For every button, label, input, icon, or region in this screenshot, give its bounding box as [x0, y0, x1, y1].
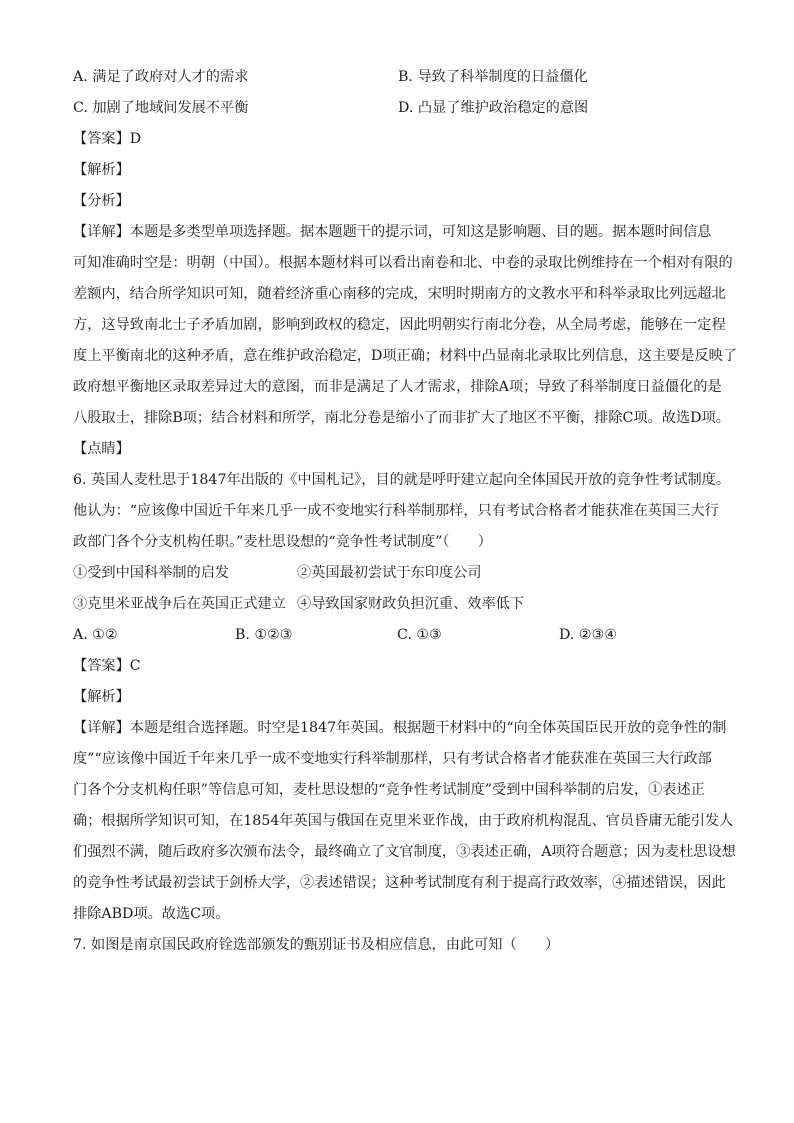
q6-detail-line: 确；根据所学知识可知，在1854年英国与俄国在克里米亚作战，由于政府机构混乱、官员昏庸无能引发人 [73, 813, 734, 829]
q6-answer-label: 【答案】 [73, 658, 130, 674]
q6-options-row [73, 620, 733, 651]
q6-detail-line: 度”“应该像中国近千年来几乎一成不变地实行科举制那样，只有考试合格者才能获准在英国三大行政部 [73, 751, 712, 767]
q6-stem-line: 政部门各个分支机构任职。”麦杜思设想的“竞争性考试制度”（ ） [73, 534, 492, 550]
q5-detail-line: 差额内，结合所学知识可知，随着经济重心南移的完成，宋明时期南方的文教水平和科举录取比列远超北 [73, 286, 726, 302]
q5-detail-line: 政府想平衡地区录取差异过大的意图，而非是满足了人才需求，排除A项；导致了科举制度日益僵化的是 [73, 379, 722, 395]
q5-analysis-label: 【解析】 [73, 162, 130, 178]
q5-detail-line: 方，这导致南北士子矛盾加剧，影响到政权的稳定，因此明朝实行南北分卷，从全局考虑，能够在一定程 [73, 317, 726, 333]
q5-fenxi-label: 【分析】 [73, 193, 130, 209]
q6-statement-2: ②英国最初尝试于东印度公司 [297, 565, 482, 581]
q6-stem-line: 他认为：“应该像中国近千年来几乎一成不变地实行科举制那样，只有考试合格者才能获准在英国三大行 [73, 503, 719, 519]
q5-option-a: A. 满足了政府对人才的需求 [73, 69, 249, 85]
q6-detail-line: 排除ABD项。故选C项。 [73, 906, 230, 922]
q6-statement-4: ④导致国家财政负担沉重、效率低下 [297, 596, 525, 612]
q6-statement-1: ①受到中国科举制的启发 [73, 565, 230, 581]
q5-options-row-1 [73, 62, 733, 93]
q5-option-b: B. 导致了科举制度的日益僵化 [398, 69, 588, 85]
q5-detail-line: 可知准确时空是：明朝（中国）。根据本题材料可以看出南卷和北、中卷的录取比例维持在一个相对有限的 [73, 255, 733, 271]
q6-answer [73, 651, 733, 682]
q5-answer [73, 124, 733, 155]
q6-option-a: A. ①② [73, 627, 118, 643]
q5-detail-line: 【详解】本题是多类型单项选择题。据本题题干的提示词，可知这是影响题、目的题。据本题时间信息 [73, 224, 712, 240]
q6-answer-value: C [129, 658, 141, 674]
q6-statements-row-1 [73, 558, 733, 589]
q6-statement-3: ③克里米亚战争后在英国正式建立 [73, 596, 286, 612]
q6-analysis-label: 【解析】 [73, 689, 130, 705]
document-page [73, 62, 738, 961]
q5-answer-value: D [129, 131, 142, 147]
q6-stem-line: 6. 英国人麦杜思于1847年出版的《中国札记》，目的就是呼吁建立起向全体国民开放的竞争性考试制度。 [73, 472, 731, 488]
q5-detail-line: 度上平衡南北的这种矛盾，意在维护政治稳定，D项正确；材料中凸显南北录取比列信息，这主要是反映了 [73, 348, 738, 364]
q5-option-d: D. 凸显了维护政治稳定的意图 [398, 100, 589, 116]
q5-answer-label: 【答案】 [73, 131, 130, 147]
q5-dianjing-label: 【点睛】 [73, 441, 130, 457]
q6-detail-line: 【详解】本题是组合选择题。时空是1847年英国。根据题干材料中的“向全体英国臣民开放的竞争性的制 [73, 720, 727, 736]
q7-stem: 7. 如图是南京国民政府铨选部颁发的甄别证书及相应信息，由此可知（ ） [73, 937, 560, 953]
q6-detail-line: 的竞争性考试最初尝试于剑桥大学，②表述错误；这种考试制度有利于提高行政效率，④描述错误，因此 [73, 875, 726, 891]
q6-option-b: B. ①②③ [235, 627, 293, 643]
q6-detail-line: 们强烈不满，随后政府多次颁布法令，最终确立了文官制度，③表述正确，A项符合题意；因为麦杜思设想 [73, 844, 736, 860]
q6-statements-row-2 [73, 589, 733, 620]
q6-option-d: D. ②③④ [559, 627, 618, 643]
q6-detail-line: 门各个分支机构任职”等信息可知，麦杜思设想的“竞争性考试制度”受到中国科举制的启发，①表述正 [73, 782, 705, 798]
q5-option-c: C. 加剧了地域间发展不平衡 [73, 100, 249, 116]
q5-detail-line: 八股取士，排除B项；结合材料和所学，南北分卷是缩小了而非扩大了地区不平衡，排除C项。故选D项。 [73, 410, 730, 426]
q5-options-row-2 [73, 93, 733, 124]
q6-option-c: C. ①③ [397, 627, 442, 643]
